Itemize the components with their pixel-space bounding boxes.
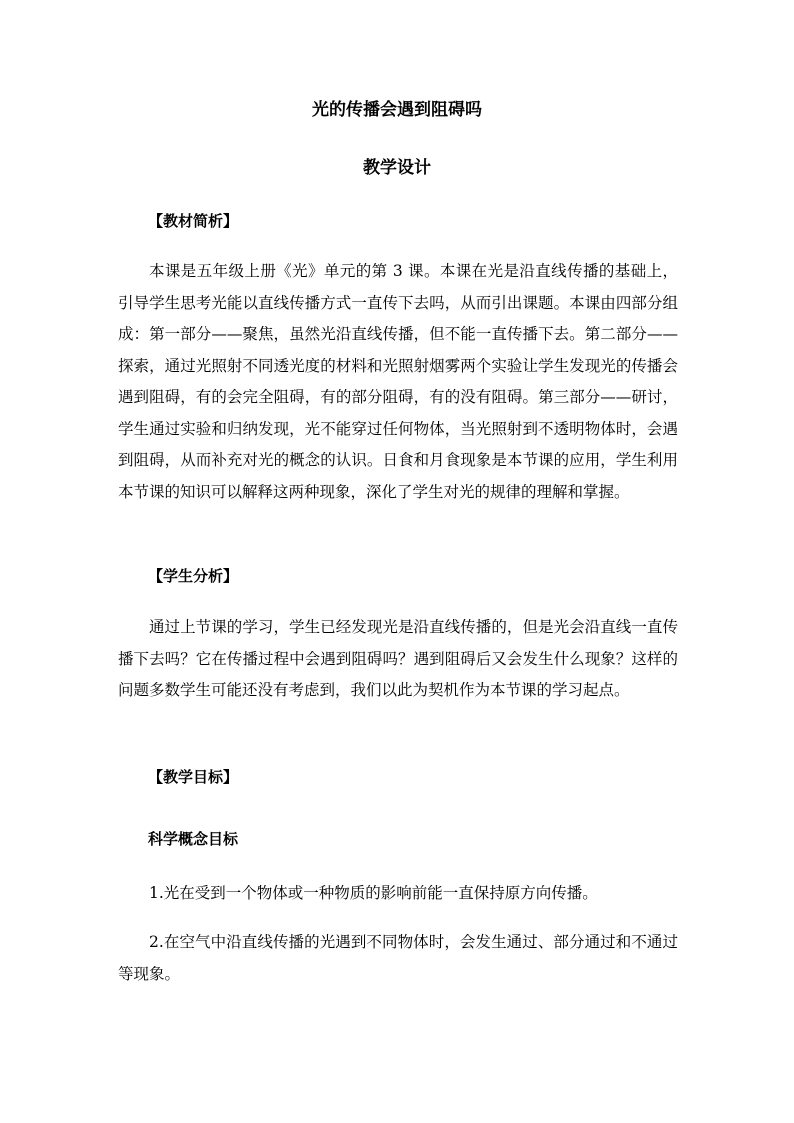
paragraph-student-analysis: 通过上节课的学习，学生已经发现光是沿直线传播的，但是光会沿直线一直传播下去吗？它在传播过程中会遇到阻碍吗？遇到阻碍后又会发生什么现象？这样的问题多数学生可能还没有考虑到，我们以此为契机作为本节课的学习起点。	[118, 618, 678, 699]
goal-item-2: 2.在空气中沿直线传播的光遇到不同物体时，会发生通过、部分通过和不通过等现象。	[118, 933, 678, 983]
document-title: 光的传播会遇到阻碍吗	[312, 100, 482, 120]
section-heading-textbook-analysis: 【教材简析】	[148, 212, 239, 230]
section-heading-teaching-goals: 【教学目标】	[148, 768, 239, 786]
subheading-science-concept-goals: 科学概念目标	[148, 830, 239, 848]
section-heading-student-analysis: 【学生分析】	[148, 567, 239, 585]
document-subtitle: 教学设计	[363, 158, 431, 178]
paragraph-textbook-analysis: 本课是五年级上册《光》单元的第 3 课。本课在光是沿直线传播的基础上，引导学生思考光能以直线传播方式一直传下去吗，从而引出课题。本课由四部分组成：第一部分——聚焦，虽然光沿直线传播，但不能一直传播下去。第二部分——探索，通过光照射不同透光度的材料和光照射烟雾两个实验让学生发现光的传播会遇到阻碍，有的会完全阻碍，有的部分阻碍，有的没有阻碍。第三部分——研讨，学生通过实验和归纳发现，光不能穿过任何物体，当光照射到不透明物体时，会遇到阻碍，从而补充对光的概念的认识。日食和月食现象是本节课的应用，学生利用本节课的知识可以解释这两种现象，深化了学生对光的规律的理解和掌握。	[118, 262, 678, 501]
goal-item-1: 1.光在受到一个物体或一种物质的影响前能一直保持原方向传播。	[149, 884, 598, 902]
